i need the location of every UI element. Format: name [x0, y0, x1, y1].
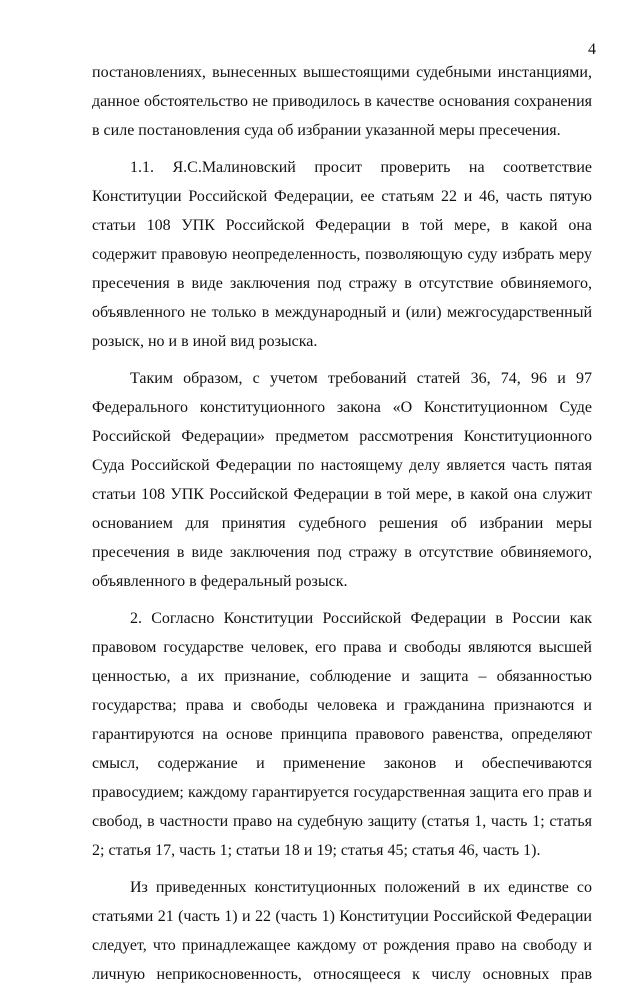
paragraph-1-1: 1.1. Я.С.Малиновский просит проверить на соответствие Конституции Российской Федерации, ее статьям 22 и 46, часть пятую статьи 108 УПК Российской Федерации в той мере, в какой она содержит правовую неопределенность, позволяющую суду избрать меру пресечения в виде заключения под стражу в отсутствие обвиняемого, объявленного не только в международный и (или) межгосударственный розыск, но и в иной вид розыска.	[92, 159, 592, 350]
paragraph-2: 2. Согласно Конституции Российской Федерации в России как правовом государстве человек, его права и свободы являются высшей ценностью, а их признание, соблюдение и защита – обязанностью государства; права и свободы человека и гражданина признаются и гарантируются на основе принципа правового равенства, определяют смысл, содержание и применение законов и обеспечиваются правосудием; каждому гарантируется государственная защита его прав и свобод, в частности право на судебную защиту (статья 1, часть 1; статья 2; статья 17, часть 1; статьи 18 и 19; статья 45; статья 46, часть 1).	[92, 610, 592, 859]
document-body	[92, 58, 592, 997]
paragraph-constitutional-provisions: Из приведенных конституционных положений в их единстве со статьями 21 (часть 1) и 22 (часть 1) Конституции Российской Федерации следует, что принадлежащее каждому от рождения право на свободу и личную неприкосновенность, относящееся к числу основных прав	[92, 879, 592, 983]
page-number: 4	[588, 41, 596, 58]
paragraph-subject-of-review: Таким образом, с учетом требований статей 36, 74, 96 и 97 Федерального конституционного закона «О Конституционном Суде Российской Федерации» предметом рассмотрения Конституционного Суда Российской Федерации по настоящему делу является часть пятая статьи 108 УПК Российской Федерации в той мере, в какой она служит основанием для принятия судебного решения об избрании меры пресечения в виде заключения под стражу в отсутствие обвиняемого, объявленного в федеральный розыск.	[92, 370, 592, 590]
paragraph-continuation: постановлениях, вынесенных вышестоящими судебными инстанциями, данное обстоятельство не приводилось в качестве основания сохранения в силе постановления суда об избрании указанной меры пресечения.	[92, 64, 592, 139]
